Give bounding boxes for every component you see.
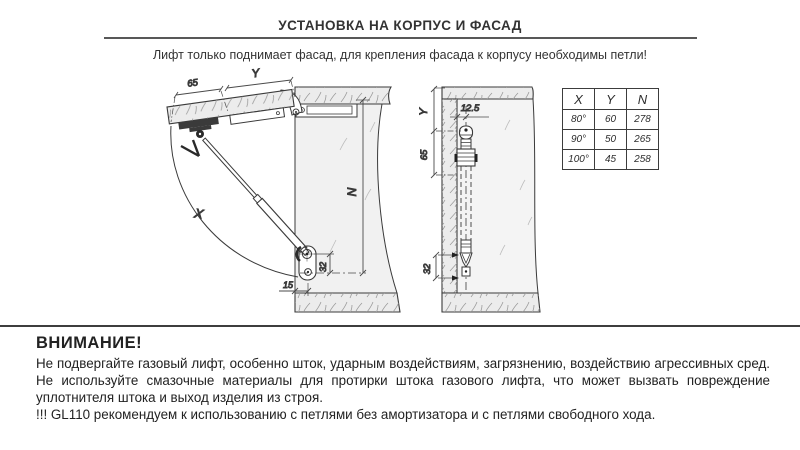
warning-heading: ВНИМАНИЕ! — [36, 334, 143, 352]
dim-label-n: N — [345, 187, 359, 197]
page-title: УСТАНОВКА НА КОРПУС И ФАСАД — [278, 18, 522, 33]
dim-label-65-closed: 65 — [419, 149, 430, 161]
warning-note-gl110: !!! GL110 рекомендуем к использованию с петлями без амортизатора и с петлями свободного хода. — [36, 407, 656, 422]
dim-label-y-open: Y — [250, 67, 261, 81]
warning-body-text: Не подвергайте газовый лифт, особенно шток, ударным воздействиям, загрязнению, воздействию агрессивных сред. Не используйте смазочные материалы для протирки штока газового лифта, что может вызвать повреждение уплотнителя штока и выход изделия из строя. — [36, 356, 770, 405]
dim-label-y-closed: Y — [418, 108, 430, 116]
section-divider — [0, 325, 800, 327]
table-row: 90° 50 265 — [563, 130, 659, 150]
dim-label-32-closed: 32 — [422, 263, 433, 275]
closed-position-diagram — [418, 86, 540, 312]
strut-clamp — [457, 149, 475, 166]
facade-panel — [167, 89, 296, 134]
dim-label-32-open: 32 — [318, 261, 328, 273]
table-row: 80° 60 278 — [563, 110, 659, 130]
col-header-n: N — [627, 89, 659, 110]
table-row: 100° 45 258 — [563, 150, 659, 170]
dim-label-15: 15 — [282, 280, 294, 290]
subtitle-note: Лифт только поднимает фасад, для крепления фасада к корпусу необходимы петли! — [152, 48, 648, 62]
dim-label-12-5: 12.5 — [460, 103, 480, 114]
angle-spec-table — [562, 88, 659, 170]
strut-release-clip — [181, 140, 199, 156]
swing-arc-label-x: X — [193, 205, 205, 222]
col-header-x: X — [563, 89, 595, 110]
col-header-y: Y — [595, 89, 627, 110]
open-position-diagram — [167, 67, 400, 312]
warning-section — [36, 334, 770, 423]
door-swing-arc — [171, 126, 298, 277]
dim-label-65-open: 65 — [186, 77, 199, 90]
table-header-row — [563, 89, 659, 110]
hinge-plate — [296, 104, 357, 117]
